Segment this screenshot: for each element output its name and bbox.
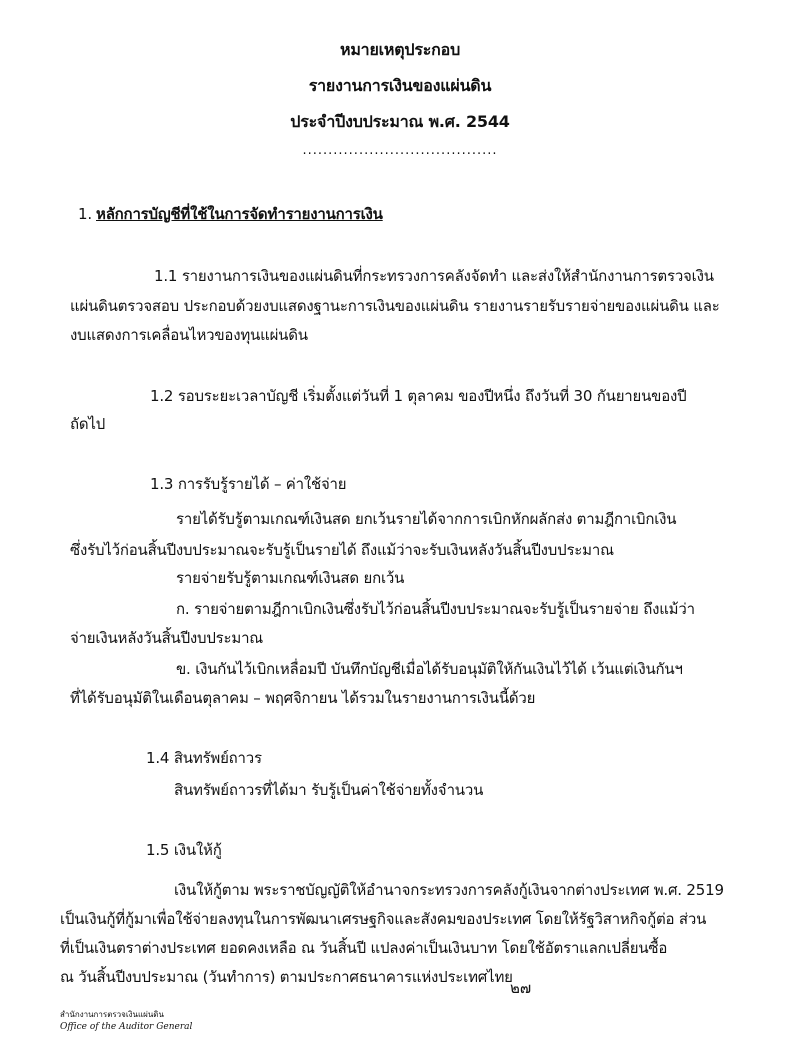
title-fiscal-year: ประจำปีงบประมาณ พ.ศ. 2544 [290, 112, 510, 131]
para-1-3-line-4: ก. รายจ่ายตามฎีกาเบิกเงินซึ่งรับไว้ก่อนสิ้นปีงบประมาณจะรับรู้เป็นรายจ่าย ถึงแม้ว่า [176, 600, 695, 618]
para-1-5-line-2: เป็นเงินกู้ที่กู้มาเพื่อใช้จ่ายลงทุนในการพัฒนาเศรษฐกิจและสังคมของประเทศ โดยให้รัฐวิสาหกิจกู้ต่อ ส่วน [60, 910, 707, 928]
title-report: รายงานการเงินของแผ่นดิน [308, 76, 492, 95]
para-1-4-line-1: สินทรัพย์ถาวรที่ได้มา รับรู้เป็นค่าใช้จ่ายทั้งจำนวน [174, 781, 484, 799]
title-separator-dots: ...................................... [302, 143, 498, 158]
section-1-number: 1. [78, 205, 92, 223]
para-1-3-line-6: ข. เงินกันไว้เบิกเหลื่อมปี บันทึกบัญชีเมื่อได้รับอนุมัติให้กันเงินไว้ได้ เว้นแต่เงินกันฯ [176, 660, 683, 678]
para-1-5-heading: 1.5 เงินให้กู้ [146, 841, 222, 859]
para-1-3-line-3: รายจ่ายรับรู้ตามเกณฑ์เงินสด ยกเว้น [176, 569, 405, 587]
para-1-2-line-1: 1.2 รอบระยะเวลาบัญชี เริ่มตั้งแต่วันที่ 1 ตุลาคม ของปีหนึ่ง ถึงวันที่ 30 กันยายนของปี [150, 387, 687, 405]
para-1-5-line-3: ที่เป็นเงินตราต่างประเทศ ยอดคงเหลือ ณ วันสิ้นปี แปลงค่าเป็นเงินบาท โดยใช้อัตราแลกเปลี่ยนซื้อ [60, 939, 668, 957]
para-1-3-line-5: จ่ายเงินหลังวันสิ้นปีงบประมาณ [70, 629, 264, 647]
page-number: ๒๗ [510, 979, 532, 997]
title-notes: หมายเหตุประกอบ [339, 40, 461, 59]
footer-org-thai: สำนักงานการตรวจเงินแผ่นดิน [60, 1010, 164, 1019]
section-1-heading: หลักการบัญชีที่ใช้ในการจัดทำรายงานการเงิน [96, 205, 383, 223]
para-1-1-line-1: 1.1 รายงานการเงินของแผ่นดินที่กระทรวงการคลังจัดทำ และส่งให้สำนักงานการตรวจเงิน [154, 267, 714, 285]
para-1-3-line-7: ที่ได้รับอนุมัติในเดือนตุลาคม – พฤศจิกายน ได้รวมในรายงานการเงินนี้ด้วย [70, 689, 536, 707]
para-1-5-line-1: เงินให้กู้ตาม พระราชบัญญัติให้อำนาจกระทรวงการคลังกู้เงินจากต่างประเทศ พ.ศ. 2519 [174, 881, 724, 899]
para-1-2-line-2: ถัดไป [70, 415, 106, 433]
para-1-1-line-3: งบแสดงการเคลื่อนไหวของทุนแผ่นดิน [70, 326, 308, 344]
footer-org-english: Office of the Auditor General [60, 1022, 193, 1032]
para-1-3-heading: 1.3 การรับรู้รายได้ – ค่าใช้จ่าย [150, 475, 347, 493]
para-1-1-line-2: แผ่นดินตรวจสอบ ประกอบด้วยงบแสดงฐานะการเงินของแผ่นดิน รายงานรายรับรายจ่ายของแผ่นดิน และ [70, 297, 720, 315]
para-1-4-heading: 1.4 สินทรัพย์ถาวร [146, 749, 262, 767]
para-1-3-line-1: รายได้รับรู้ตามเกณฑ์เงินสด ยกเว้นรายได้จากการเบิกหักผลักส่ง ตามฎีกาเบิกเงิน [176, 510, 677, 528]
para-1-3-line-2: ซึ่งรับไว้ก่อนสิ้นปีงบประมาณจะรับรู้เป็นรายได้ ถึงแม้ว่าจะรับเงินหลังวันสิ้นปีงบประมาณ [70, 541, 614, 559]
para-1-5-line-4: ณ วันสิ้นปีงบประมาณ (วันทำการ) ตามประกาศธนาคารแห่งประเทศไทย [60, 968, 513, 986]
